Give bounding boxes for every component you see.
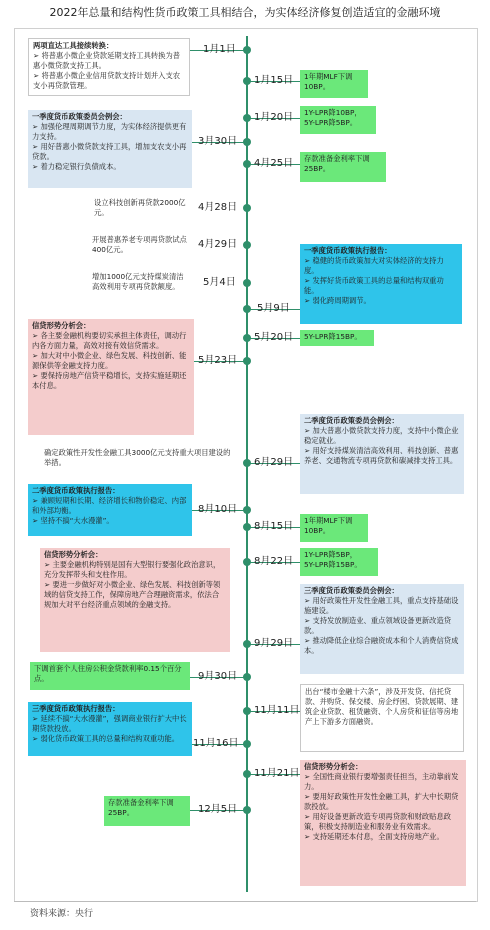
event-header: 三季度货币政策委员会例会： (304, 586, 399, 595)
event-text: 存款准备金利率下调25BP。 (304, 154, 370, 173)
event-item: ➢ 用好设备更新改造专项再贷款和财政贴息政策，积极支持制造业和服务业有效需求。 (304, 812, 462, 832)
event-text: 1年期MLF下调10BP。 (304, 72, 353, 91)
event-item: ➢ 延续不搞“大水漫灌”，强调商业银行扩大中长期贷款投放。 (32, 714, 188, 734)
event-text: 下调首套个人住房公积金贷款利率0.15个百分点。 (34, 664, 182, 683)
dot-0429 (243, 241, 251, 249)
event-box-0330 (28, 110, 192, 188)
event-text: 开展普惠养老专项再贷款试点400亿元。 (92, 235, 187, 254)
date-label: 11月21日 (254, 768, 300, 779)
event-item: ➢ 支持发放制造业、重点领域设备更新改造贷款。 (304, 616, 460, 636)
event-box-0629a (40, 446, 240, 472)
date-label: 11月16日 (193, 738, 239, 749)
date-label: 8月22日 (254, 556, 294, 567)
event-text: 1年期MLF下调10BP。 (304, 516, 353, 535)
date-label: 3月30日 (198, 136, 238, 147)
event-text: 出台“楼市金融十六条”，涉及开发贷、信托贷款、并购贷、保交楼、房企纾困、贷款展期、建筑企业贷款、租赁融资、个人房贷和征信等房地产上下游多方面融资。 (305, 687, 459, 726)
date-label: 4月28日 (198, 202, 238, 213)
date-label: 12月5日 (198, 804, 238, 815)
event-item: ➢ 将普惠小微企业贷款延期支持工具转换为普惠小微贷款支持工具。 (33, 51, 185, 71)
event-item: ➢ 稳健的货币政策加大对实体经济的支持力度。 (304, 256, 458, 276)
event-item: ➢ 加强伦理周期调节力度，为实体经济提供更有力支持。 (32, 122, 188, 142)
event-line: 1Y-LPR降5BP， (304, 550, 358, 559)
dot-0523 (243, 357, 251, 365)
date-label: 8月15日 (254, 521, 294, 532)
event-box-0101 (28, 38, 190, 96)
event-item: ➢ 全国性商业银行要增强责任担当，主动靠前发力。 (304, 772, 462, 792)
event-box-0509 (300, 244, 462, 324)
event-item: ➢ 各主要金融机构要切实承担主体责任，调动行内各方面力量，高效对接有效信贷需求。 (32, 331, 190, 351)
event-header: 一季度货币政策执行报告： (304, 246, 392, 255)
event-line: 5Y-LPR降15BP。 (304, 560, 362, 569)
event-box-1116 (28, 702, 192, 756)
date-label: 1月20日 (254, 112, 294, 123)
event-item: ➢ 用好政策性开发性金融工具，重点支持基础设施建设。 (304, 596, 460, 616)
event-header: 信贷形势分析会： (304, 762, 363, 771)
date-label: 1月1日 (203, 44, 236, 55)
event-text: 增加1000亿元支持煤炭清洁高效利用专项再贷款额度。 (92, 272, 184, 291)
event-item: ➢ 支持延期还本付息，全面支持房地产业。 (304, 832, 462, 842)
event-header: 三季度货币政策执行报告： (32, 704, 120, 713)
event-box-0115 (300, 70, 368, 98)
event-box-0120 (300, 106, 376, 134)
footer-divider (14, 901, 476, 902)
event-box-0822a (40, 548, 230, 652)
event-box-0930 (30, 662, 190, 690)
dot-1116 (243, 740, 251, 748)
event-box-0929 (300, 584, 464, 674)
date-label: 6月29日 (254, 457, 294, 468)
dot-1205 (243, 806, 251, 814)
source-note: 资料来源：央行 (30, 909, 94, 919)
event-box-0815 (300, 514, 368, 542)
event-item: ➢ 要保持房地产信贷平稳增长，支持实施延期还本付息。 (32, 371, 190, 391)
dot-0101 (243, 46, 251, 54)
event-text: 确定政策性开发性金融工具3000亿元支持重大项目建设的举措。 (44, 448, 231, 467)
event-box-0425 (300, 152, 386, 182)
date-label: 4月25日 (254, 158, 294, 169)
event-item: ➢ 要用好政策性开发性金融工具，扩大中长期贷款投放。 (304, 792, 462, 812)
event-box-1121 (300, 760, 466, 886)
event-box-1111 (300, 684, 464, 752)
event-header: 信贷形势分析会： (32, 321, 91, 330)
event-item: ➢ 用好支持煤炭清洁高效利用、科技创新、普惠养老、交通物流专项再贷款和碳减排支持工具。 (304, 446, 460, 466)
event-item: ➢ 加大对中小微企业、绿色发展、科技创新、能源保供等金融支持力度。 (32, 351, 190, 371)
event-item: ➢ 发挥好货币政策工具的总量和结构双重功能。 (304, 276, 458, 296)
event-text: 5Y-LPR降15BP。 (304, 332, 362, 341)
event-item: ➢ 要进一步做好对小微企业、绿色发展、科技创新等领域的信贷支持工作，保障房地产合理融资需求，依法合规加大对平台经济重点领域的金融支持。 (44, 580, 226, 610)
event-box-0429 (88, 233, 192, 259)
date-label: 9月29日 (254, 638, 294, 649)
date-label: 5月20日 (254, 332, 294, 343)
event-header: 信贷形势分析会： (44, 550, 103, 559)
date-label: 5月23日 (198, 355, 238, 366)
event-box-0822b (300, 548, 378, 576)
date-label: 5月9日 (257, 303, 290, 314)
event-header: 二季度货币政策执行报告： (32, 486, 120, 495)
event-line: 5Y-LPR降5BP。 (304, 118, 358, 127)
dot-0330 (243, 138, 251, 146)
event-box-0810 (28, 484, 192, 536)
event-box-0523 (28, 319, 194, 435)
event-header: 一季度货币政策委员会例会： (32, 112, 127, 121)
date-label: 1月15日 (254, 75, 294, 86)
date-label: 4月29日 (198, 239, 238, 250)
date-label: 8月10日 (198, 504, 238, 515)
chart-title: 2022年总量和结构性货币政策工具相结合，为实体经济修复创造适宜的金融环境 (49, 6, 441, 19)
event-item: ➢ 着力稳定银行负债成本。 (32, 162, 188, 172)
event-item: ➢ 主要金融机构特别是国有大型银行要强化政治意识，充分发挥带头和支柱作用。 (44, 560, 226, 580)
event-item: ➢ 坚持不搞“大水漫灌”。 (32, 516, 188, 526)
event-header: 二季度货币政策委员会例会： (304, 416, 399, 425)
event-item: ➢ 兼顾短期和长期、经济增长和物价稳定、内部和外部均衡。 (32, 496, 188, 516)
event-line: 1Y-LPR降10BP， (304, 108, 362, 117)
dot-0504 (243, 279, 251, 287)
event-box-1205 (104, 796, 190, 826)
dot-0930 (243, 673, 251, 681)
event-item: ➢ 将普惠小微企业信用贷款支持计划并入支农支小再贷款管理。 (33, 71, 185, 91)
dot-0810 (243, 506, 251, 514)
event-item: ➢ 加大普惠小微贷款支持力度，支持中小微企业稳定就业。 (304, 426, 460, 446)
event-box-0520 (300, 330, 374, 346)
event-box-0428 (90, 196, 192, 222)
date-label: 11月11日 (254, 705, 300, 716)
date-label: 9月30日 (198, 671, 238, 682)
date-label: 5月4日 (203, 277, 236, 288)
event-box-0504 (88, 270, 192, 312)
dot-0428 (243, 204, 251, 212)
event-box-0629b (300, 414, 464, 494)
event-item: ➢ 推动降低企业综合融资成本和个人消费信贷成本。 (304, 636, 460, 656)
event-header: 两项直达工具接续转换： (33, 41, 114, 50)
event-text: 存款准备金利率下调25BP。 (108, 798, 174, 817)
event-item: ➢ 弱化跨周期调节。 (304, 296, 458, 306)
event-item: ➢ 用好普惠小微贷款支持工具，增加支农支小再贷款。 (32, 142, 188, 162)
event-text: 设立科技创新再贷款2000亿元。 (94, 198, 186, 217)
event-item: ➢ 弱化货币政策工具的总量和结构双重功能。 (32, 734, 188, 744)
